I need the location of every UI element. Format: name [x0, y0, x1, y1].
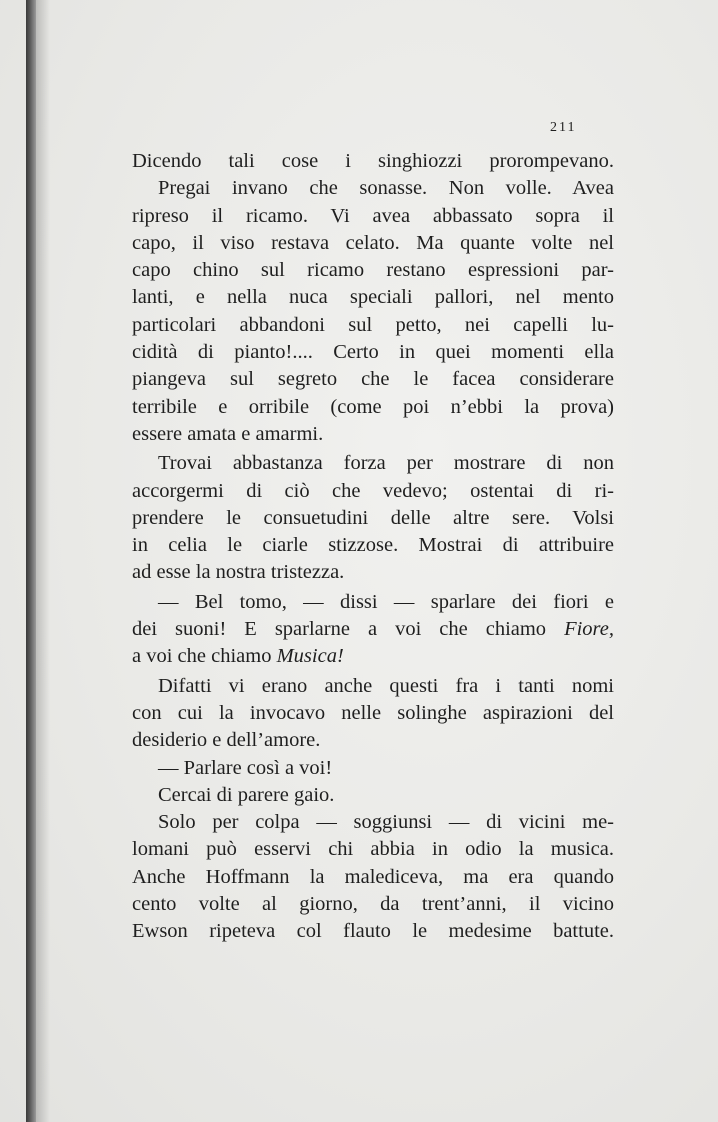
text-line: accorgermi di ciò che vedevo; ostentai di ri-	[132, 479, 614, 502]
text-line: capo, il viso restava celato. Ma quante volte nel	[132, 231, 614, 254]
text-line: Dicendo tali cose i singhiozzi prorompevano.	[132, 150, 614, 172]
binding-edge	[26, 0, 36, 1122]
text-line	[132, 643, 614, 670]
text-line: ad esse la nostra tristezza.	[132, 561, 345, 584]
text-line	[132, 616, 614, 643]
italic-word: Fiore,	[564, 618, 614, 641]
text-line: — Parlare così a voi!	[158, 756, 333, 779]
text-line: cidità di pianto!.... Certo in quei momenti ella	[132, 341, 614, 364]
text-line: cento volte al giorno, da trent’anni, il vicino	[132, 893, 614, 916]
binding-shadow	[36, 0, 50, 1122]
text-line: terribile e orribile (come poi n’ebbi la prova)	[132, 395, 614, 418]
text-line: particolari abbandoni sul petto, nei capelli lu-	[132, 313, 614, 336]
text-line: Trovai abbastanza forza per mostrare di non	[158, 452, 614, 475]
text-line: ripreso il ricamo. Vi avea abbassato sopra il	[132, 204, 614, 227]
text-line: lomani può esservi chi abbia in odio la musica.	[132, 838, 614, 861]
italic-word: Musica!	[276, 645, 344, 668]
text-line: essere amata e amarmi.	[132, 422, 324, 445]
page-number: 211	[550, 120, 577, 135]
text-line: capo chino sul ricamo restano espressioni par-	[132, 259, 614, 282]
text-line: in celia le ciarle stizzose. Mostrai di attribuire	[132, 534, 614, 557]
text-line: desiderio e dell’amore.	[132, 729, 321, 752]
text-line: Cercai di parere gaio.	[158, 783, 335, 806]
text-line: Pregai invano che sonasse. Non volle. Avea	[158, 177, 614, 200]
text-line: Anche Hoffmann la malediceva, ma era quando	[132, 865, 614, 888]
text-line: piangeva sul segreto che le facea considerare	[132, 368, 614, 391]
text-line: Ewson ripeteva col flauto le medesime battute.	[132, 920, 614, 943]
text-line: Difatti vi erano anche questi fra i tanti nomi	[158, 674, 614, 697]
text-line: Solo per colpa — soggiunsi — di vicini me-	[158, 811, 614, 834]
body-text	[132, 148, 614, 946]
text-line: lanti, e nella nuca speciali pallori, nel mento	[132, 286, 614, 309]
text-fragment: dei suoni! E sparlarne a voi che chiamo	[132, 618, 547, 641]
text-line: con cui la invocavo nelle solinghe aspirazioni del	[132, 701, 614, 724]
text-line: prendere le consuetudini delle altre sere. Volsi	[132, 506, 614, 529]
text-fragment: a voi che chiamo	[132, 645, 272, 668]
text-line: — Bel tomo, — dissi — sparlare dei fiori e	[158, 590, 614, 613]
